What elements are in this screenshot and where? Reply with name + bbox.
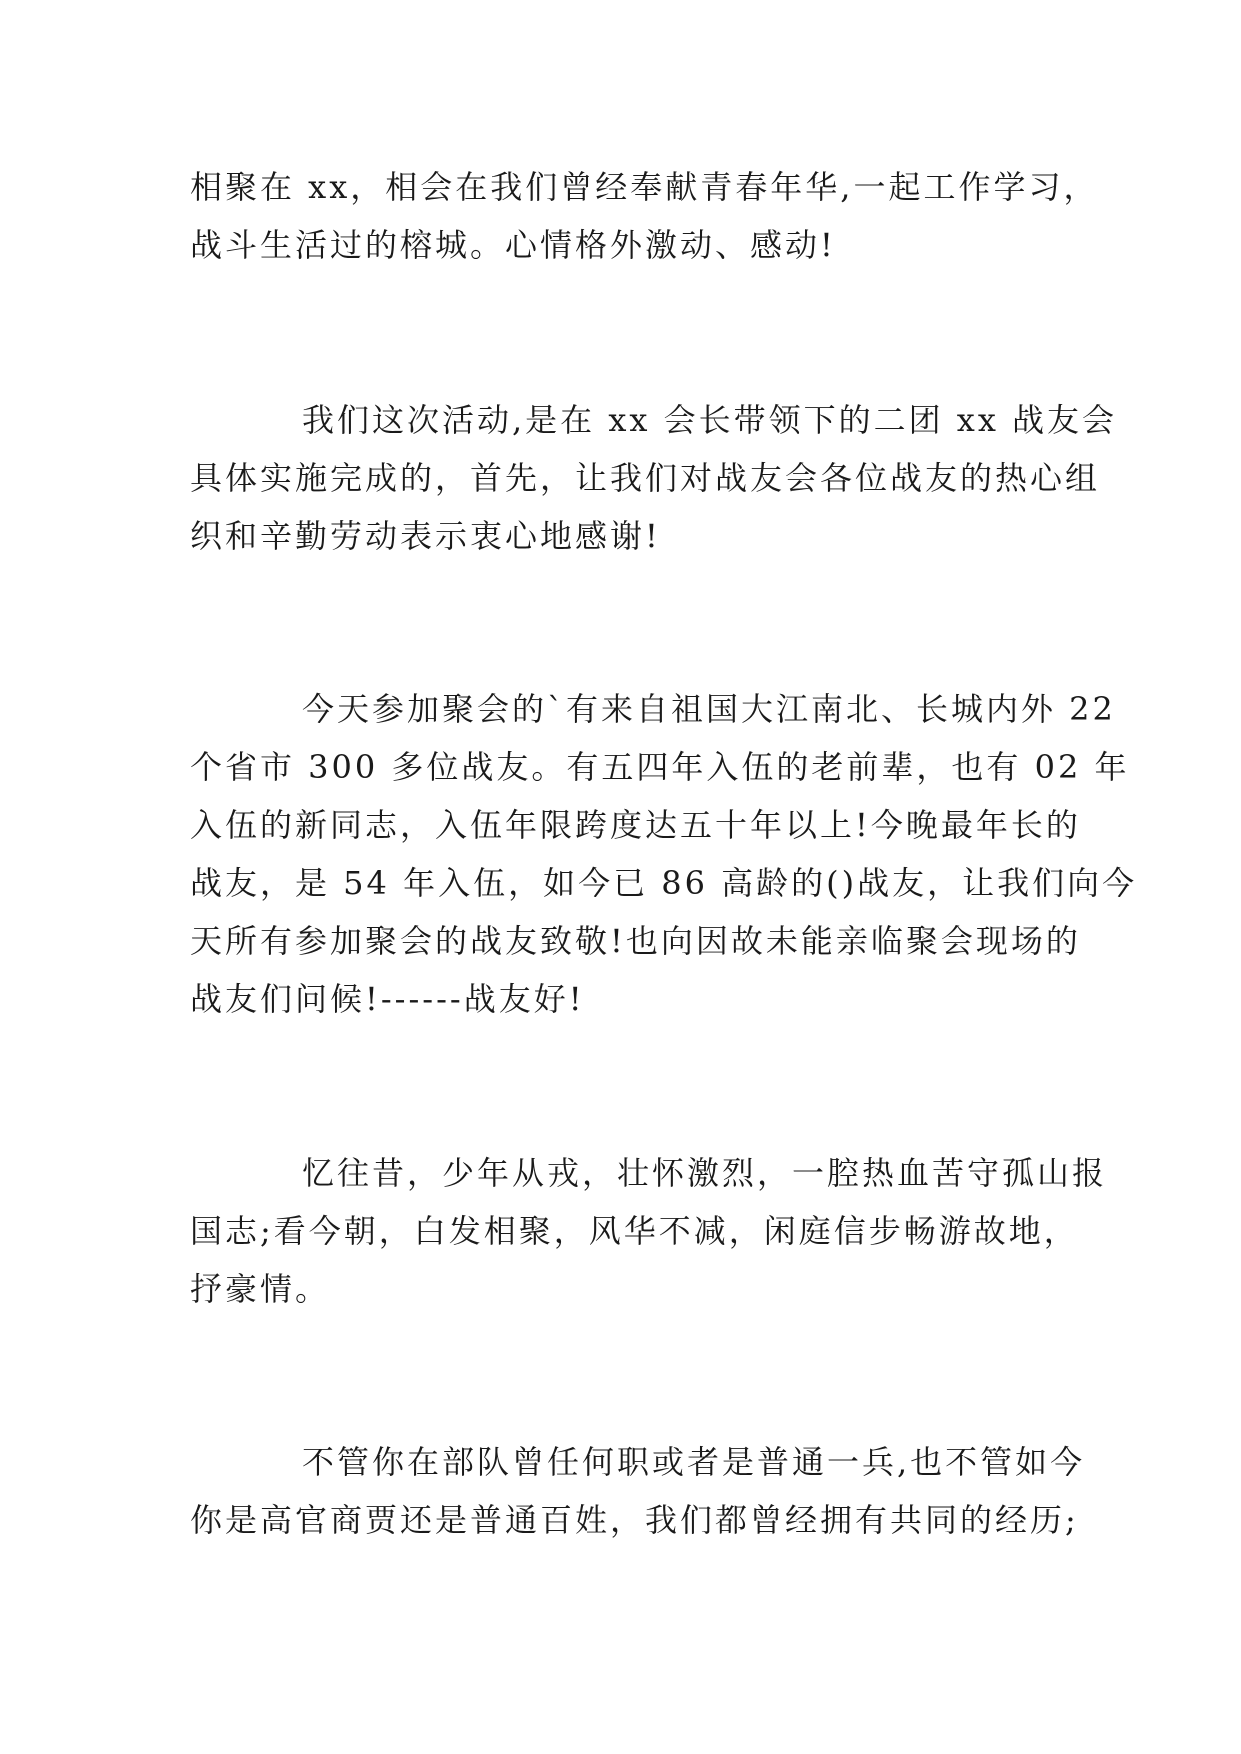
text-line: 国志;看今朝，白发相聚，风华不减，闲庭信步畅游故地， bbox=[190, 1212, 1079, 1250]
paragraph-acknowledgement bbox=[190, 391, 1118, 565]
text-line: 个省市 300 多位战友。有五四年入伍的老前辈，也有 02 年 bbox=[190, 748, 1130, 786]
text-line: 抒豪情。 bbox=[190, 1270, 331, 1308]
text-line: 相聚在 xx，相会在我们曾经奉献青春年华,一起工作学习， bbox=[190, 168, 1099, 206]
text-line: 战斗生活过的榕城。心情格外激动、感动! bbox=[190, 226, 836, 264]
text-line: 入伍的新同志，入伍年限跨度达五十年以上!今晚最年长的 bbox=[190, 806, 1081, 844]
text-line: 织和辛勤劳动表示衷心地感谢! bbox=[190, 517, 661, 555]
paragraph-reminiscence bbox=[190, 1144, 1108, 1318]
text-line: 我们这次活动,是在 xx 会长带领下的二团 xx 战友会 bbox=[302, 401, 1118, 439]
paragraph-attendees bbox=[190, 680, 1138, 1028]
paragraph-shared-experience bbox=[190, 1433, 1086, 1549]
text-line: 今天参加聚会的`有来自祖国大江南北、长城内外 22 bbox=[302, 690, 1116, 728]
text-line: 不管你在部队曾任何职或者是普通一兵,也不管如今 bbox=[302, 1443, 1086, 1481]
text-line: 忆往昔，少年从戎，壮怀激烈，一腔热血苦守孤山报 bbox=[302, 1154, 1108, 1192]
text-line: 战友，是 54 年入伍，如今已 86 高龄的()战友，让我们向今 bbox=[190, 864, 1138, 902]
paragraph-reunion-greeting bbox=[190, 158, 1099, 274]
text-line: 具体实施完成的，首先，让我们对战友会各位战友的热心组 bbox=[190, 459, 1101, 497]
text-line: 你是高官商贾还是普通百姓，我们都曾经拥有共同的经历; bbox=[190, 1501, 1079, 1539]
text-line: 天所有参加聚会的战友致敬!也向因故未能亲临聚会现场的 bbox=[190, 922, 1081, 960]
text-line: 战友们问候!------战友好! bbox=[190, 980, 585, 1018]
